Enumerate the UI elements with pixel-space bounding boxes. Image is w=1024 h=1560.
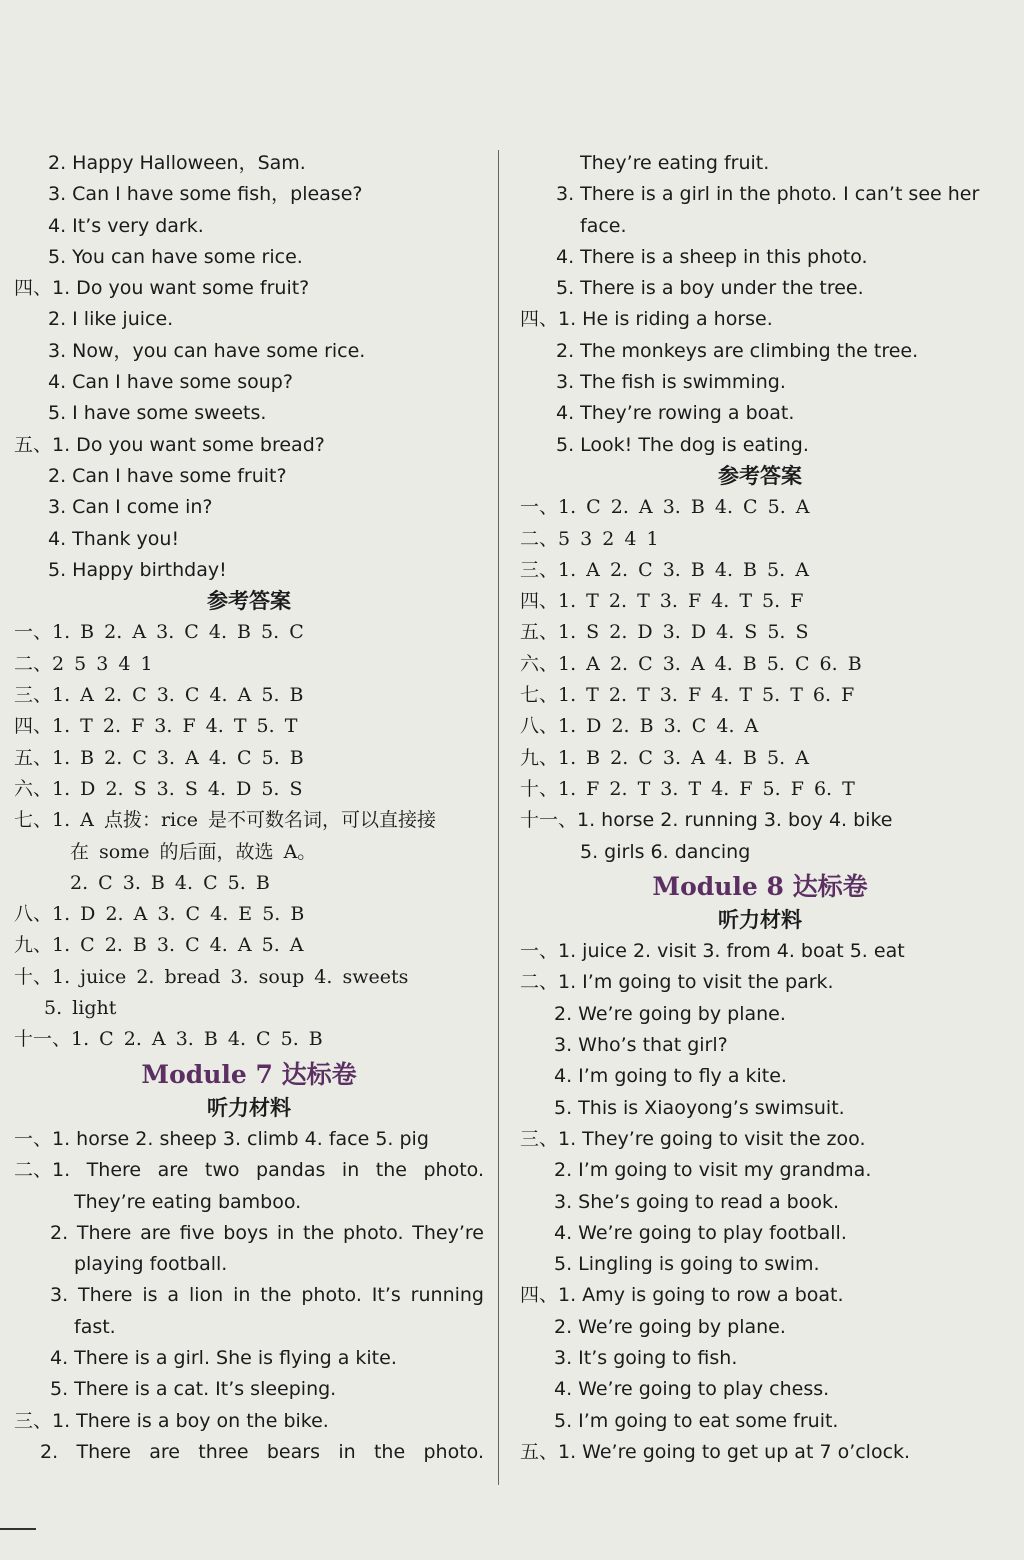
line-text: 4. There is a girl. She is flying a kite.: [50, 1346, 397, 1369]
text-line: [520, 367, 1000, 398]
text-line: [14, 1437, 484, 1468]
question-number: 四、: [520, 308, 559, 331]
line-text: 1. D 2. B 3. C 4. A: [558, 715, 759, 738]
question-number: 五、: [520, 1440, 559, 1463]
question-number: 四、: [14, 277, 53, 300]
text-line: [14, 1312, 484, 1343]
text-line: [520, 1343, 1000, 1374]
question-number: 十一、: [520, 809, 578, 832]
text-line: [520, 398, 1000, 429]
line-text: They’re eating fruit.: [580, 152, 770, 174]
section-heading: 听力材料: [207, 1095, 291, 1120]
text-line: [520, 430, 1000, 461]
text-line: [520, 1280, 1000, 1311]
line-text: 4. They’re rowing a boat.: [556, 402, 795, 425]
text-line: [520, 211, 1000, 242]
text-line: [14, 179, 484, 210]
line-text: 5 3 2 4 1: [558, 527, 659, 550]
answer-line: [14, 930, 484, 961]
line-text: They’re eating bamboo.: [74, 1190, 302, 1213]
answer-line: [520, 524, 1000, 555]
answer-line: [14, 993, 484, 1024]
line-text: 4. There is a sheep in this photo.: [556, 245, 868, 268]
answer-line: [14, 805, 484, 836]
line-text: 2. We’re going by plane.: [554, 1002, 786, 1025]
text-line: [14, 1218, 484, 1249]
line-text: playing football.: [74, 1253, 228, 1276]
text-line: [14, 524, 484, 555]
question-number: 九、: [14, 934, 53, 957]
line-text: face.: [580, 214, 627, 237]
text-line: [520, 999, 1000, 1030]
question-number: 八、: [520, 715, 559, 738]
line-text: 2 5 3 4 1: [52, 652, 153, 675]
line-text: 2. I like juice.: [48, 308, 174, 331]
text-line: [14, 1155, 484, 1186]
line-text: 1. We’re going to get up at 7 o’clock.: [558, 1440, 911, 1463]
line-text: 1. juice 2. bread 3. soup 4. sweets: [52, 965, 409, 988]
line-text: 1. There is a boy on the bike.: [52, 1409, 329, 1432]
question-number: 二、: [520, 971, 559, 994]
line-text: 1. T 2. T 3. F 4. T 5. T 6. F: [558, 684, 855, 707]
answer-line: [520, 649, 1000, 680]
answer-line: [14, 774, 484, 805]
text-line: [520, 242, 1000, 273]
line-text: 1. There are two pandas in the photo.: [52, 1159, 484, 1182]
question-number: 十、: [520, 777, 559, 800]
line-text: 5. There is a boy under the tree.: [556, 277, 864, 300]
line-text: 3. Can I come in?: [48, 496, 213, 519]
line-text: 2. The monkeys are climbing the tree.: [556, 339, 919, 362]
line-text: 1. C 2. A 3. B 4. C 5. B: [71, 1028, 323, 1051]
text-line: [14, 304, 484, 335]
text-line: [520, 837, 1000, 868]
question-number: 四、: [520, 590, 559, 613]
answer-line: [14, 649, 484, 680]
answer-line: [14, 962, 484, 993]
text-line: [520, 1374, 1000, 1405]
answer-line: [520, 586, 1000, 617]
module-title-text: Module 7 达标卷: [141, 1059, 357, 1089]
line-text: 2. We’re going by plane.: [554, 1315, 786, 1338]
question-number: 六、: [14, 777, 53, 800]
line-text: 1. He is riding a horse.: [558, 308, 773, 331]
line-text: 在 some 的后面，故选 A。: [70, 840, 317, 863]
question-number: 三、: [520, 558, 559, 581]
line-text: 1. S 2. D 3. D 4. S 5. S: [558, 621, 809, 644]
question-number: 二、: [520, 527, 559, 550]
text-line: [14, 148, 484, 179]
question-number: 四、: [520, 1284, 559, 1307]
text-line: [520, 1030, 1000, 1061]
line-text: 5. girls 6. dancing: [580, 840, 751, 863]
line-text: 1. B 2. C 3. A 4. C 5. B: [52, 746, 304, 769]
text-line: [520, 1312, 1000, 1343]
question-number: 三、: [14, 684, 53, 707]
line-text: 5. Happy birthday!: [48, 558, 227, 581]
line-text: 1. B 2. C 3. A 4. B 5. A: [558, 746, 809, 769]
question-number: 一、: [14, 1127, 53, 1150]
text-line: [14, 1374, 484, 1405]
line-text: 5. Look! The dog is eating.: [556, 433, 809, 456]
line-text: 5. I’m going to eat some fruit.: [554, 1409, 839, 1432]
answer-line: [520, 743, 1000, 774]
line-text: 1. D 2. A 3. C 4. E 5. B: [52, 903, 305, 926]
text-line: [520, 1061, 1000, 1092]
line-text: 2. C 3. B 4. C 5. B: [70, 871, 270, 894]
answer-line: [520, 617, 1000, 648]
text-line: [14, 461, 484, 492]
answer-line: [520, 680, 1000, 711]
line-text: 1. horse 2. running 3. boy 4. bike: [577, 809, 893, 832]
line-text: 1. D 2. S 3. S 4. D 5. S: [52, 777, 303, 800]
line-text: fast.: [74, 1315, 116, 1338]
answer-line: [520, 711, 1000, 742]
question-number: 十、: [14, 965, 53, 988]
text-line: [14, 1124, 484, 1155]
text-line: [520, 336, 1000, 367]
line-text: 4. Thank you!: [48, 527, 180, 550]
right-column: [520, 148, 1000, 1468]
text-line: [520, 304, 1000, 335]
text-line: [520, 1187, 1000, 1218]
line-text: 1. A 点拨：rice 是不可数名词，可以直接接: [52, 809, 437, 832]
module-title-text: Module 8 达标卷: [652, 871, 868, 901]
answer-line: [14, 743, 484, 774]
question-number: 二、: [14, 652, 53, 675]
line-text: 5. I have some sweets.: [48, 402, 267, 425]
text-line: [520, 179, 1000, 210]
text-line: [520, 273, 1000, 304]
line-text: 4. We’re going to play chess.: [554, 1378, 830, 1401]
line-text: 1. I’m going to visit the park.: [558, 971, 834, 994]
footer-rule: [0, 1528, 36, 1530]
question-number: 三、: [520, 1127, 559, 1150]
question-number: 六、: [520, 652, 559, 675]
question-number: 五、: [14, 746, 53, 769]
question-number: 一、: [14, 621, 53, 644]
line-text: 1. A 2. C 3. B 4. B 5. A: [558, 558, 809, 581]
line-text: 1. horse 2. sheep 3. climb 4. face 5. pig: [52, 1127, 429, 1150]
text-line: [14, 1280, 484, 1311]
question-number: 一、: [520, 496, 559, 519]
line-text: 1. Do you want some bread?: [52, 433, 325, 456]
text-line: [520, 936, 1000, 967]
answer-line: [14, 868, 484, 899]
answer-line: [14, 617, 484, 648]
section-heading: 参考答案: [718, 463, 802, 488]
answer-line: [520, 555, 1000, 586]
text-line: [14, 1343, 484, 1374]
answer-line: [520, 774, 1000, 805]
line-text: 2. Can I have some fruit?: [48, 464, 287, 487]
question-number: 一、: [520, 940, 559, 963]
text-line: [520, 1437, 1000, 1468]
text-line: [520, 1218, 1000, 1249]
line-text: 3. Who’s that girl?: [554, 1034, 728, 1057]
section-heading: 听力材料: [718, 907, 802, 932]
text-line: [14, 336, 484, 367]
text-line: [520, 148, 1000, 179]
line-text: 3. There is a girl in the photo. I can’t see her: [556, 183, 980, 206]
text-line: [14, 273, 484, 304]
line-text: 4. Can I have some soup?: [48, 371, 293, 394]
line-text: 3. She’s going to read a book.: [554, 1190, 840, 1213]
text-line: [14, 492, 484, 523]
column-divider: [498, 150, 499, 1485]
text-line: [14, 398, 484, 429]
line-text: 3. There is a lion in the photo. It’s running: [50, 1284, 484, 1307]
answer-line: [14, 837, 484, 868]
text-line: [520, 1124, 1000, 1155]
line-text: 1. They’re going to visit the zoo.: [558, 1127, 866, 1150]
text-line: [520, 967, 1000, 998]
text-line: [14, 1406, 484, 1437]
question-number: 四、: [14, 715, 53, 738]
line-text: 3. It’s going to fish.: [554, 1346, 738, 1369]
line-text: 1. F 2. T 3. T 4. F 5. F 6. T: [558, 777, 855, 800]
line-text: 2. There are five boys in the photo. They’re: [50, 1221, 484, 1244]
line-text: 1. A 2. C 3. C 4. A 5. B: [52, 684, 304, 707]
line-text: 1. C 2. A 3. B 4. C 5. A: [558, 496, 810, 519]
text-line: [520, 805, 1000, 836]
question-number: 七、: [520, 684, 559, 707]
line-text: 1. T 2. F 3. F 4. T 5. T: [52, 715, 298, 738]
line-text: 5. light: [44, 997, 117, 1020]
line-text: 3. The fish is swimming.: [556, 371, 786, 394]
answer-line: [14, 1024, 484, 1055]
question-number: 五、: [14, 433, 53, 456]
section-heading: 参考答案: [207, 589, 291, 614]
line-text: 3. Now，you can have some rice.: [48, 339, 366, 362]
question-number: 二、: [14, 1159, 53, 1182]
line-text: 2. There are three bears in the photo.: [40, 1440, 484, 1463]
question-number: 八、: [14, 903, 53, 926]
line-text: 1. B 2. A 3. C 4. B 5. C: [52, 621, 304, 644]
text-line: [14, 430, 484, 461]
line-text: 5. You can have some rice.: [48, 245, 303, 268]
left-column: [14, 148, 484, 1468]
line-text: 1. C 2. B 3. C 4. A 5. A: [52, 934, 304, 957]
line-text: 1. juice 2. visit 3. from 4. boat 5. eat: [558, 940, 905, 963]
answer-line: [14, 680, 484, 711]
text-line: [14, 367, 484, 398]
module-title: [520, 868, 1000, 905]
line-text: 1. A 2. C 3. A 4. B 5. C 6. B: [558, 652, 862, 675]
text-line: [520, 1249, 1000, 1280]
line-text: 4. It’s very dark.: [48, 214, 204, 237]
line-text: 5. This is Xiaoyong’s swimsuit.: [554, 1096, 845, 1119]
text-line: [520, 1406, 1000, 1437]
text-line: [520, 1093, 1000, 1124]
answer-line: [14, 711, 484, 742]
answer-line: [520, 492, 1000, 523]
question-number: 五、: [520, 621, 559, 644]
line-text: 2. Happy Halloween，Sam.: [48, 152, 306, 174]
text-line: [14, 1249, 484, 1280]
line-text: 1. Do you want some fruit?: [52, 277, 310, 300]
question-number: 七、: [14, 809, 53, 832]
line-text: 2. I’m going to visit my grandma.: [554, 1159, 872, 1182]
question-number: 九、: [520, 746, 559, 769]
line-text: 3. Can I have some fish，please?: [48, 183, 363, 206]
line-text: 5. Lingling is going to swim.: [554, 1253, 820, 1276]
text-line: [14, 211, 484, 242]
line-text: 5. There is a cat. It’s sleeping.: [50, 1378, 337, 1401]
text-line: [14, 242, 484, 273]
line-text: 1. T 2. T 3. F 4. T 5. F: [558, 590, 804, 613]
question-number: 三、: [14, 1409, 53, 1432]
text-line: [14, 555, 484, 586]
text-line: [520, 1155, 1000, 1186]
module-title: [14, 1056, 484, 1093]
line-text: 4. We’re going to play football.: [554, 1221, 847, 1244]
question-number: 十一、: [14, 1028, 72, 1051]
text-line: [14, 1187, 484, 1218]
line-text: 4. I’m going to fly a kite.: [554, 1065, 787, 1088]
answer-line: [14, 899, 484, 930]
line-text: 1. Amy is going to row a boat.: [558, 1284, 844, 1307]
